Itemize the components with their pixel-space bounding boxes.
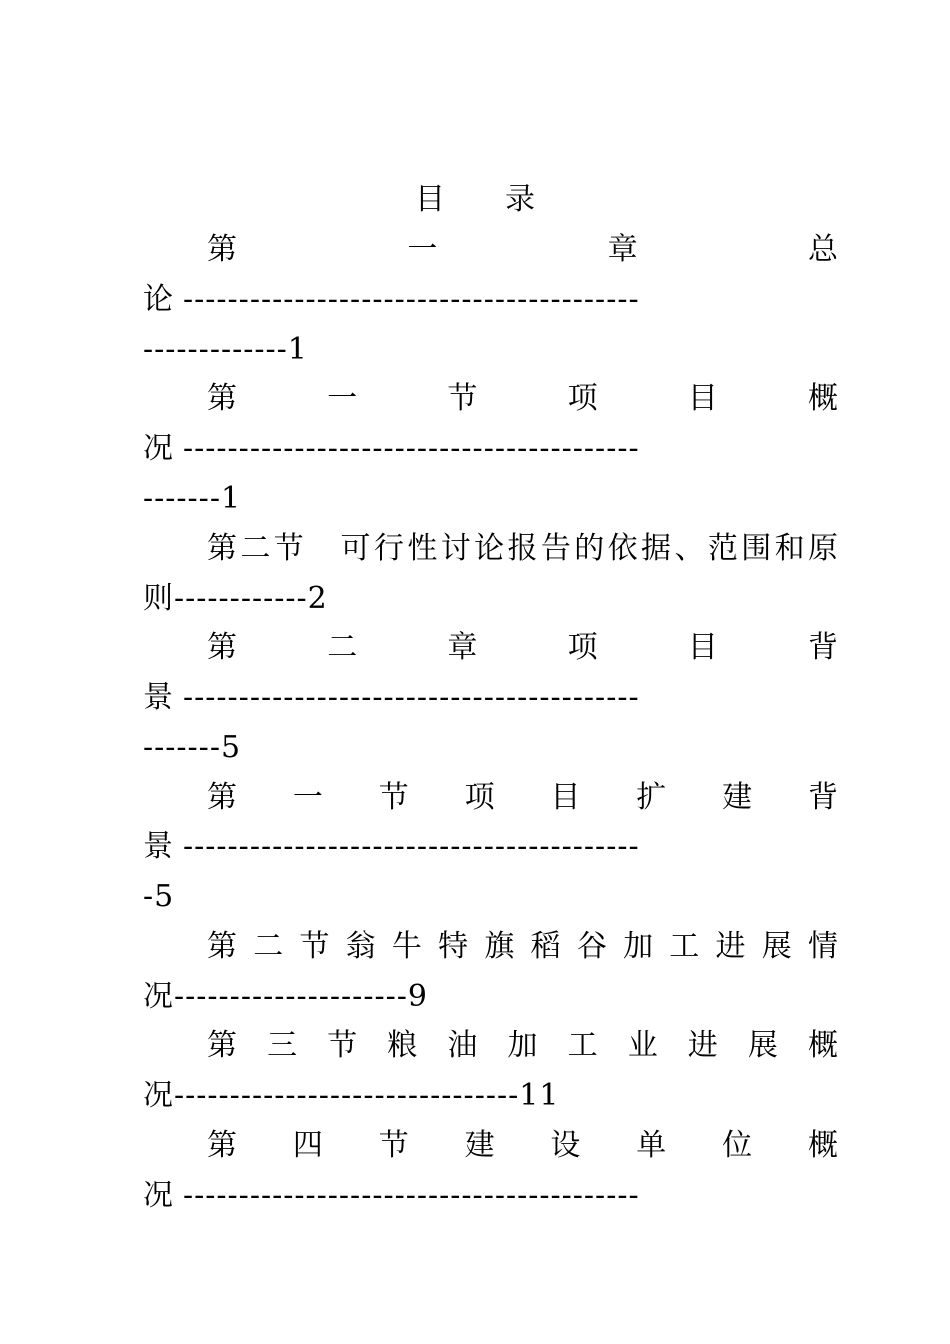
toc-chapter-1-leader [143, 275, 838, 325]
toc-line-fill: ----------------------------------------- [183, 829, 640, 864]
toc-line-text: 第 一 章 总 [207, 232, 838, 267]
toc-section-2-1-page [143, 872, 838, 922]
toc-line-text: 则------------2 [143, 581, 328, 616]
toc-section-2-3-page [143, 1071, 838, 1121]
toc-section-2-4-leader [143, 1171, 838, 1221]
toc-chapter-2-leader [143, 673, 838, 723]
toc-line-text: 第 二 节 翁 牛 特 旗 稻 谷 加 工 进 展 情 [207, 929, 838, 964]
toc-line-fill: ----------------------------------------- [183, 282, 640, 317]
toc-line-fill: ----------------------------------------- [183, 431, 640, 466]
toc-line-fill: ----------------------------------------- [183, 680, 640, 715]
toc-chapter-2-page [143, 723, 838, 773]
toc-line-lead: 景 [143, 829, 173, 864]
toc-line-text: 第 三 节 粮 油 加 工 业 进 展 概 [207, 1028, 838, 1063]
toc-section-1-1-leader [143, 424, 838, 474]
toc-chapter-1-page [143, 325, 838, 375]
toc-line-text: 况---------------------9 [143, 979, 428, 1014]
toc-section-1-1-heading [207, 374, 838, 424]
toc-line-lead: 论 [143, 282, 173, 317]
toc-line-text: 第 二 章 项 目 背 [207, 630, 838, 665]
toc-line-lead: 况 [143, 1178, 173, 1213]
toc-title: 目录 [415, 182, 595, 217]
toc-section-2-1-leader [143, 822, 838, 872]
toc-section-2-2-page [143, 972, 838, 1022]
toc-line-text: 第二节 可行性讨论报告的依据、范围和原 [207, 531, 838, 566]
toc-line-text: 第 一 节 项 目 扩 建 背 [207, 780, 838, 815]
toc-line-text: -------5 [143, 730, 242, 765]
toc-line-lead: 况 [143, 431, 173, 466]
toc-line-text: -------1 [143, 481, 242, 516]
toc-line-text: 第 一 节 项 目 概 [207, 381, 838, 416]
toc-section-1-2-page [143, 574, 838, 624]
toc-section-1-2-heading [207, 524, 838, 574]
toc-line-text: 况-------------------------------11 [143, 1078, 560, 1113]
toc-section-2-1-heading [207, 773, 838, 823]
toc-line-text: -------------1 [143, 332, 308, 367]
toc-line-text: -5 [143, 879, 175, 914]
toc-line-fill: ----------------------------------------- [183, 1178, 640, 1213]
toc-line-text: 第 四 节 建 设 单 位 概 [207, 1128, 838, 1163]
toc-chapter-1-heading [207, 225, 838, 275]
toc-line-lead: 景 [143, 680, 173, 715]
toc-section-2-4-heading [207, 1121, 838, 1171]
toc-section-2-2-heading [207, 922, 838, 972]
toc-section-1-1-page [143, 474, 838, 524]
toc-section-2-3-heading [207, 1021, 838, 1071]
toc-chapter-2-heading [207, 623, 838, 673]
